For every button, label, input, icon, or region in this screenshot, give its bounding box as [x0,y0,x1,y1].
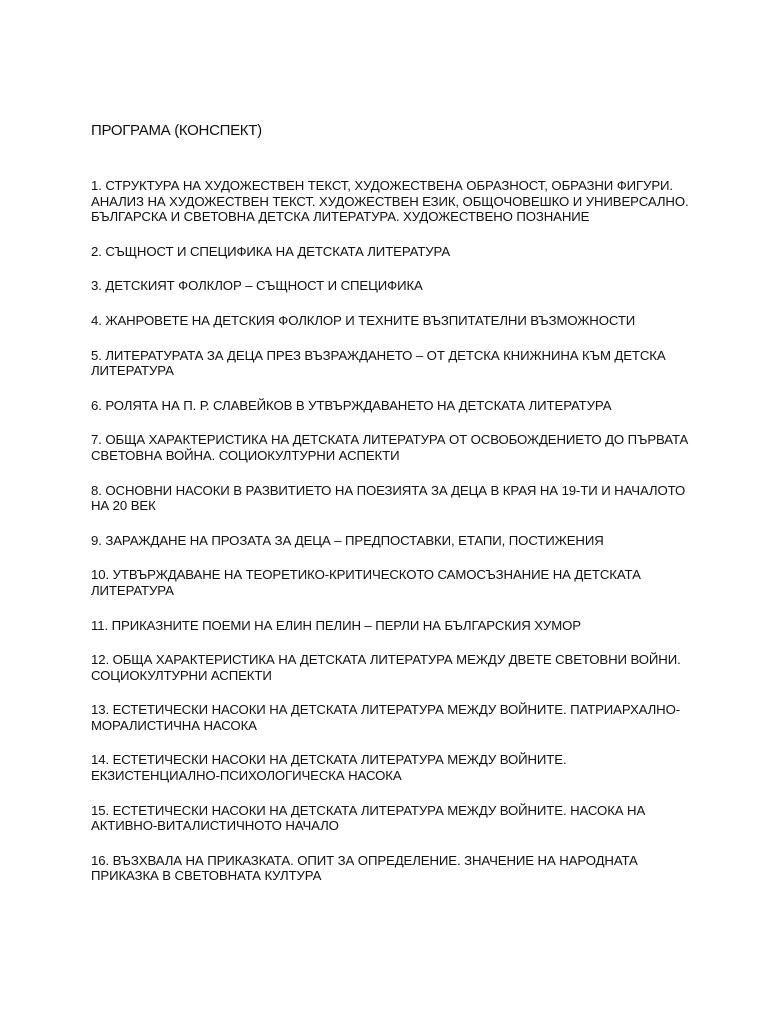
topic-item-6: 6. РОЛЯТА НА П. Р. СЛАВЕЙКОВ В УТВЪРЖДАВАНЕТО НА ДЕТСКАТА ЛИТЕРАТУРА [91,397,612,413]
topic-item-14: 14. ЕСТЕТИЧЕСКИ НАСОКИ НА ДЕТСКАТА ЛИТЕРАТУРА МЕЖДУ ВОЙНИТЕ. ЕКЗИСТЕНЦИАЛНО-ПСИХОЛОГИЧЕСКА НАСОКА [91,752,567,784]
topic-item-3: 3. ДЕТСКИЯТ ФОЛКЛОР – СЪЩНОСТ И СПЕЦИФИКА [91,278,423,294]
topic-item-7: 7. ОБЩА ХАРАКТЕРИСТИКА НА ДЕТСКАТА ЛИТЕРАТУРА ОТ ОСВОБОЖДЕНИЕТО ДО ПЪРВАТА СВЕТОВНА ВОЙНА. СОЦИОКУЛТУРНИ АСПЕКТИ [91,432,689,463]
document-title: ПРОГРАМА (КОНСПЕКТ) [91,122,262,139]
topic-item-10: 10. УТВЪРЖДАВАНЕ НА ТЕОРЕТИКО-КРИТИЧЕСКОТО САМОСЪЗНАНИЕ НА ДЕТСКАТА ЛИТЕРАТУРА [91,567,641,598]
topic-list [91,178,691,903]
topic-item-13: 13. ЕСТЕТИЧЕСКИ НАСОКИ НА ДЕТСКАТА ЛИТЕРАТУРА МЕЖДУ ВОЙНИТЕ. ПАТРИАРХАЛНО-МОРАЛИСТИЧНА НАСОКА [91,702,681,733]
topic-item-16: 16. ВЪЗХВАЛА НА ПРИКАЗКАТА. ОПИТ ЗА ОПРЕДЕЛЕНИЕ. ЗНАЧЕНИЕ НА НАРОДНАТА ПРИКАЗКА В СВЕТОВНАТА КУЛТУРА [91,852,638,884]
topic-item-1: 1. СТРУКТУРА НА ХУДОЖЕСТВЕН ТЕКСТ, ХУДОЖЕСТВЕНА ОБРАЗНОСТ, ОБРАЗНИ ФИГУРИ. АНАЛИЗ НА ХУДОЖЕСТВЕН ТЕКСТ. ХУДОЖЕСТВЕН ЕЗИК, ОБЩОЧОВЕШКО И УНИВЕРСАЛНО. БЪЛГАРСКА И СВЕТОВНА ДЕТСКА ЛИТЕРАТУРА. ХУДОЖЕСТВЕНО ПОЗНАНИЕ [91,178,689,225]
topic-item-12: 12. ОБЩА ХАРАКТЕРИСТИКА НА ДЕТСКАТА ЛИТЕРАТУРА МЕЖДУ ДВЕТЕ СВЕТОВНИ ВОЙНИ. СОЦИОКУЛТУРНИ АСПЕКТИ [91,652,681,683]
topic-item-8: 8. ОСНОВНИ НАСОКИ В РАЗВИТИЕТО НА ПОЕЗИЯТА ЗА ДЕЦА В КРАЯ НА 19-ТИ И НАЧАЛОТО НА 20 ВЕК [91,482,686,514]
topic-item-11: 11. ПРИКАЗНИТЕ ПОЕМИ НА ЕЛИН ПЕЛИН – ПЕРЛИ НА БЪЛГАРСКИЯ ХУМОР [91,617,581,633]
topic-item-15: 15. ЕСТЕТИЧЕСКИ НАСОКИ НА ДЕТСКАТА ЛИТЕРАТУРА МЕЖДУ ВОЙНИТЕ. НАСОКА НА АКТИВНО-ВИТАЛИСТИЧНОТО НАЧАЛО [91,802,646,834]
topic-item-4: 4. ЖАНРОВЕТЕ НА ДЕТСКИЯ ФОЛКЛОР И ТЕХНИТЕ ВЪЗПИТАТЕЛНИ ВЪЗМОЖНОСТИ [91,312,636,328]
topic-item-9: 9. ЗАРАЖДАНЕ НА ПРОЗАТА ЗА ДЕЦА – ПРЕДПОСТАВКИ, ЕТАПИ, ПОСТИЖЕНИЯ [91,532,604,548]
topic-item-2: 2. СЪЩНОСТ И СПЕЦИФИКА НА ДЕТСКАТА ЛИТЕРАТУРА [91,243,451,259]
topic-item-5: 5. ЛИТЕРАТУРАТА ЗА ДЕЦА ПРЕЗ ВЪЗРАЖДАНЕТО – ОТ ДЕТСКА КНИЖНИНА КЪМ ДЕТСКА ЛИТЕРАТУРА [91,347,666,379]
